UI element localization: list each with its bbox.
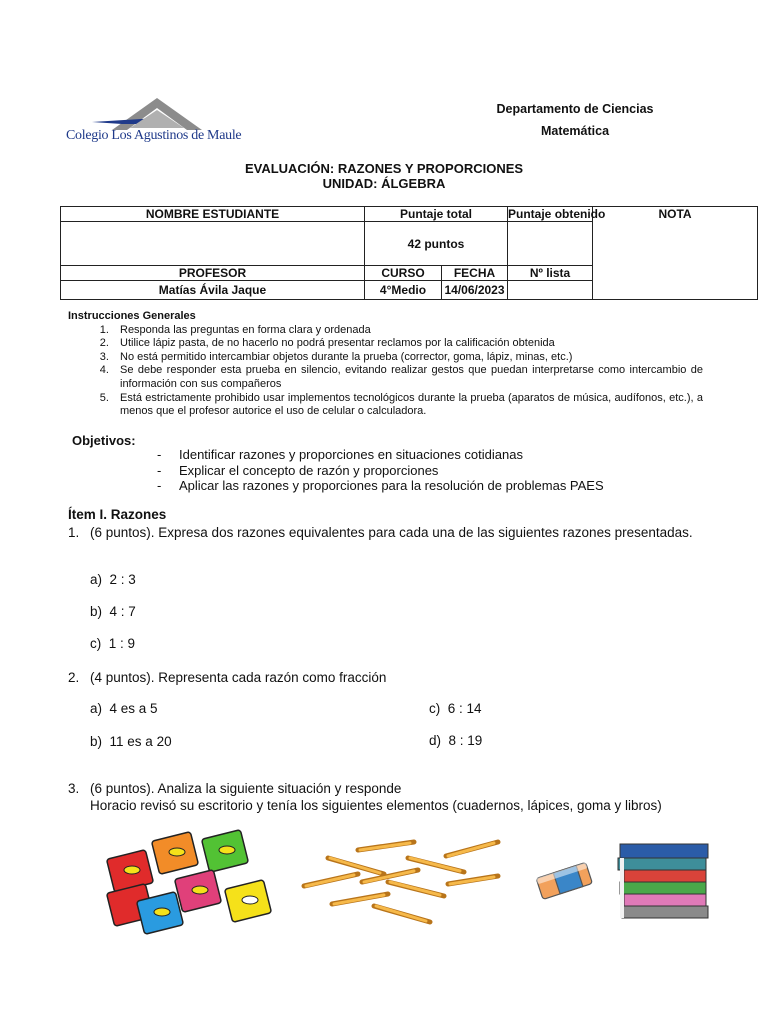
school-name: Colegio Los Agustinos de Maule <box>66 128 242 143</box>
header-obtained-points: Puntaje obtenido <box>508 207 606 221</box>
header-list-number: Nº lista <box>508 266 593 281</box>
school-logo-icon <box>62 92 242 158</box>
question-text: (6 puntos). Expresa dos razones equivalentes para cada una de las siguientes razones presentadas. <box>90 525 693 540</box>
eraser-icon <box>534 858 594 902</box>
question-number: 1. <box>68 525 80 540</box>
q1-option-b <box>90 604 136 619</box>
option-value: 1 : 9 <box>108 636 136 651</box>
q2-option-d <box>429 733 482 748</box>
section-title: Ítem I. Razones <box>68 507 167 522</box>
question-number: 2. <box>68 670 80 685</box>
option-value: 4 es a 5 <box>109 701 158 716</box>
subject-name: Matemática <box>540 124 610 138</box>
instruction-item: 2. Utilice lápiz pasta, de no hacerlo no podrá presentar reclamos por la calificación obtenida <box>112 337 703 351</box>
instructions <box>68 310 703 419</box>
header-grade: NOTA <box>593 207 758 300</box>
course-value: 4°Medio <box>365 281 442 300</box>
question-3 <box>68 780 700 814</box>
instruction-item: 4. Se debe responder esta prueba en silencio, evitando realizar gestos que puedan interpretarse como intercambio de información con sus compañeros <box>112 364 703 391</box>
question-text-2: Horacio revisó su escritorio y tenía los siguientes elementos (cuadernos, lápices, goma y libros) <box>90 798 662 813</box>
q2-option-b <box>90 734 172 749</box>
question-text: (6 puntos). Analiza la siguiente situación y responde <box>90 781 402 796</box>
obtained-points-field[interactable] <box>508 222 593 266</box>
pencils-illustration <box>298 836 508 926</box>
student-info-table <box>60 206 758 300</box>
objective-item: - Explicar el concepto de razón y proporciones <box>157 463 604 479</box>
department-header <box>440 98 710 142</box>
department-name: Departamento de Ciencias <box>496 102 654 116</box>
option-label: a) <box>90 572 103 587</box>
notebooks-illustration <box>100 826 280 936</box>
objectives-heading: Objetivos: <box>72 433 136 448</box>
option-value: 8 : 19 <box>448 733 483 748</box>
header-total-points: Puntaje total <box>365 207 508 222</box>
school-logo <box>62 92 242 158</box>
list-number-field[interactable] <box>508 281 593 300</box>
q1-option-c <box>90 636 135 651</box>
notebooks-icon <box>100 826 280 936</box>
option-label: d) <box>429 733 442 748</box>
header-course: CURSO <box>365 266 442 281</box>
q1-option-a <box>90 572 136 587</box>
teacher-name: Matías Ávila Jaque <box>61 281 365 300</box>
option-value: 11 es a 20 <box>109 734 172 749</box>
student-name-field[interactable] <box>61 222 365 266</box>
objectives-list <box>157 447 604 494</box>
question-2 <box>68 669 700 686</box>
option-label: b) <box>90 604 103 619</box>
header-student-name: NOMBRE ESTUDIANTE <box>61 207 365 222</box>
q2-option-c <box>429 701 482 716</box>
instruction-item: 5. Está estrictamente prohibido usar implementos tecnológicos durante la prueba (aparatos de música, audífonos, etc.), a menos que el profesor autorice el uso de celular o calculadora. <box>112 392 703 419</box>
q2-option-a <box>90 701 158 716</box>
instructions-heading: Instrucciones Generales <box>68 310 196 322</box>
total-points-value: 42 puntos <box>365 222 508 266</box>
eraser-illustration <box>534 858 594 902</box>
option-label: c) <box>429 701 441 716</box>
question-text: (4 puntos). Representa cada razón como fracción <box>90 670 387 685</box>
objective-item: - Identificar razones y proporciones en situaciones cotidianas <box>157 447 604 463</box>
books-illustration <box>614 840 712 922</box>
exam-title: EVALUACIÓN: RAZONES Y PROPORCIONES <box>244 161 524 176</box>
header-date: FECHA <box>442 266 508 281</box>
books-icon <box>614 840 712 922</box>
unit-title: UNIDAD: ÁLGEBRA <box>322 176 446 191</box>
instruction-item: 3. No está permitido intercambiar objetos durante la prueba (corrector, goma, lápiz, minas, etc.) <box>112 351 703 365</box>
pencils-icon <box>298 836 508 926</box>
option-value: 6 : 14 <box>447 701 482 716</box>
option-label: b) <box>90 734 103 749</box>
option-label: a) <box>90 701 103 716</box>
question-number: 3. <box>68 781 80 796</box>
objective-item: - Aplicar las razones y proporciones para la resolución de problemas PAES <box>157 478 604 494</box>
option-value: 4 : 7 <box>109 604 136 619</box>
option-label: c) <box>90 636 102 651</box>
date-value: 14/06/2023 <box>442 281 508 300</box>
header-teacher: PROFESOR <box>61 266 365 281</box>
question-1 <box>68 524 700 541</box>
instruction-item: 1. Responda las preguntas en forma clara y ordenada <box>112 324 703 338</box>
instructions-list <box>68 324 703 419</box>
option-value: 2 : 3 <box>109 572 136 587</box>
